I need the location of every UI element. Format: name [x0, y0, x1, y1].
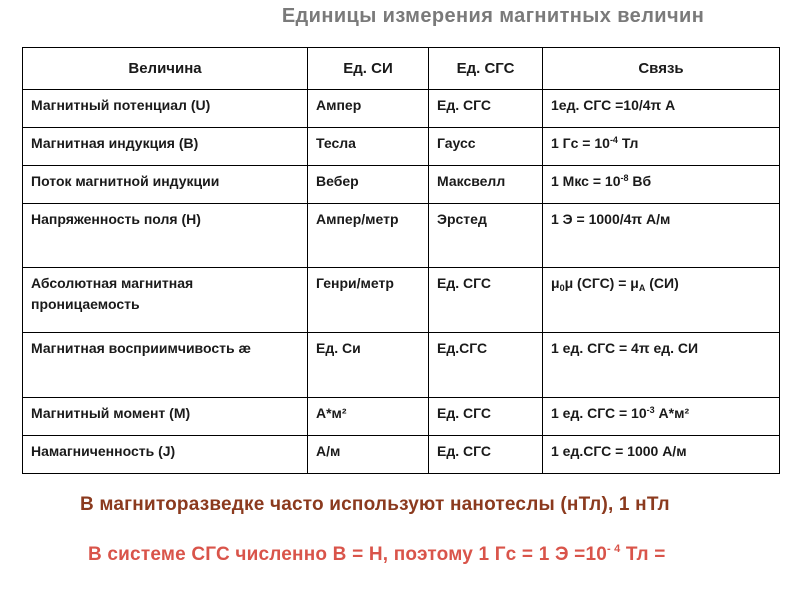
- cell-relation: 1 Э = 1000/4π А/м: [543, 204, 780, 268]
- relation-exponent: -3: [646, 405, 655, 415]
- cell-quantity: Магнитная восприимчивость æ: [23, 333, 308, 398]
- cell-relation: 1ед. СГС =10/4π А: [543, 90, 780, 128]
- cell-si: Ампер/метр: [308, 204, 429, 268]
- cell-cgs: Гаусс: [429, 128, 543, 166]
- relation-end: (СИ): [645, 275, 679, 291]
- cell-si: Ампер: [308, 90, 429, 128]
- cell-quantity: Намагниченность (J): [23, 436, 308, 474]
- cell-quantity: Поток магнитной индукции: [23, 166, 308, 204]
- cgs-note-text: В системе СГС численно B = H, поэтому 1 Гс = 1 Э =10: [88, 544, 607, 565]
- header-cgs: Ед. СГС: [429, 48, 543, 90]
- header-relation: Связь: [543, 48, 780, 90]
- cell-si: Генри/метр: [308, 268, 429, 333]
- cell-si: А/м: [308, 436, 429, 474]
- table-row: [23, 333, 780, 398]
- cell-quantity: Магнитный момент (M): [23, 398, 308, 436]
- cell-cgs: Ед. СГС: [429, 398, 543, 436]
- table-header-row: [23, 48, 780, 90]
- table-row: [23, 398, 780, 436]
- table-row: [23, 90, 780, 128]
- cell-relation: 1 ед. СГС = 4π ед. СИ: [543, 333, 780, 398]
- header-si: Ед. СИ: [308, 48, 429, 90]
- table-row: [23, 436, 780, 474]
- table-row: [23, 128, 780, 166]
- cell-relation: [543, 166, 780, 204]
- relation-exponent: -4: [609, 135, 618, 145]
- header-quantity: Величина: [23, 48, 308, 90]
- cgs-note-exponent: - 4: [606, 543, 621, 555]
- units-table: [22, 47, 780, 474]
- mu-a-subscript: A: [638, 283, 646, 293]
- cell-cgs: Ед. СГС: [429, 268, 543, 333]
- mu-zero-subscript: 0: [559, 283, 565, 293]
- table-row: [23, 166, 780, 204]
- table-row: [23, 268, 780, 333]
- relation-text: 1 Гс = 10: [551, 135, 610, 151]
- table-row: [23, 204, 780, 268]
- relation-unit: Вб: [628, 173, 652, 189]
- relation-unit: А*м²: [654, 405, 690, 421]
- relation-text: 1 ед. СГС = 10: [551, 405, 647, 421]
- cgs-equality-note: [88, 544, 666, 566]
- cell-cgs: Эрстед: [429, 204, 543, 268]
- cell-quantity: [23, 268, 308, 333]
- cell-cgs: Максвелл: [429, 166, 543, 204]
- relation-exponent: -8: [620, 173, 629, 183]
- cell-si: А*м²: [308, 398, 429, 436]
- cell-relation: [543, 128, 780, 166]
- nanotesla-note: В магниторазведке часто используют нанотеслы (нТл), 1 нТл: [80, 494, 670, 515]
- relation-unit: Тл: [617, 135, 639, 151]
- relation-middle: μ (СГС) = μ: [564, 275, 639, 291]
- quantity-line-2: проницаемость: [31, 296, 140, 312]
- cell-quantity: Магнитная индукция (B): [23, 128, 308, 166]
- cell-quantity: Магнитный потенциал (U): [23, 90, 308, 128]
- mu-symbol: μ: [551, 275, 560, 291]
- cell-cgs: Ед.СГС: [429, 333, 543, 398]
- cell-relation: [543, 268, 780, 333]
- cell-quantity: Напряженность поля (H): [23, 204, 308, 268]
- cell-relation: 1 ед.СГС = 1000 А/м: [543, 436, 780, 474]
- quantity-line-1: Абсолютная магнитная: [31, 275, 194, 291]
- cell-si: Ед. Си: [308, 333, 429, 398]
- cell-si: Тесла: [308, 128, 429, 166]
- cgs-note-unit: Тл =: [620, 544, 666, 565]
- cell-cgs: Ед. СГС: [429, 436, 543, 474]
- cell-relation: [543, 398, 780, 436]
- cell-cgs: Ед. СГС: [429, 90, 543, 128]
- slide-title: Единицы измерения магнитных величин: [281, 5, 705, 27]
- relation-text: 1 Мкс = 10: [551, 173, 621, 189]
- cell-si: Вебер: [308, 166, 429, 204]
